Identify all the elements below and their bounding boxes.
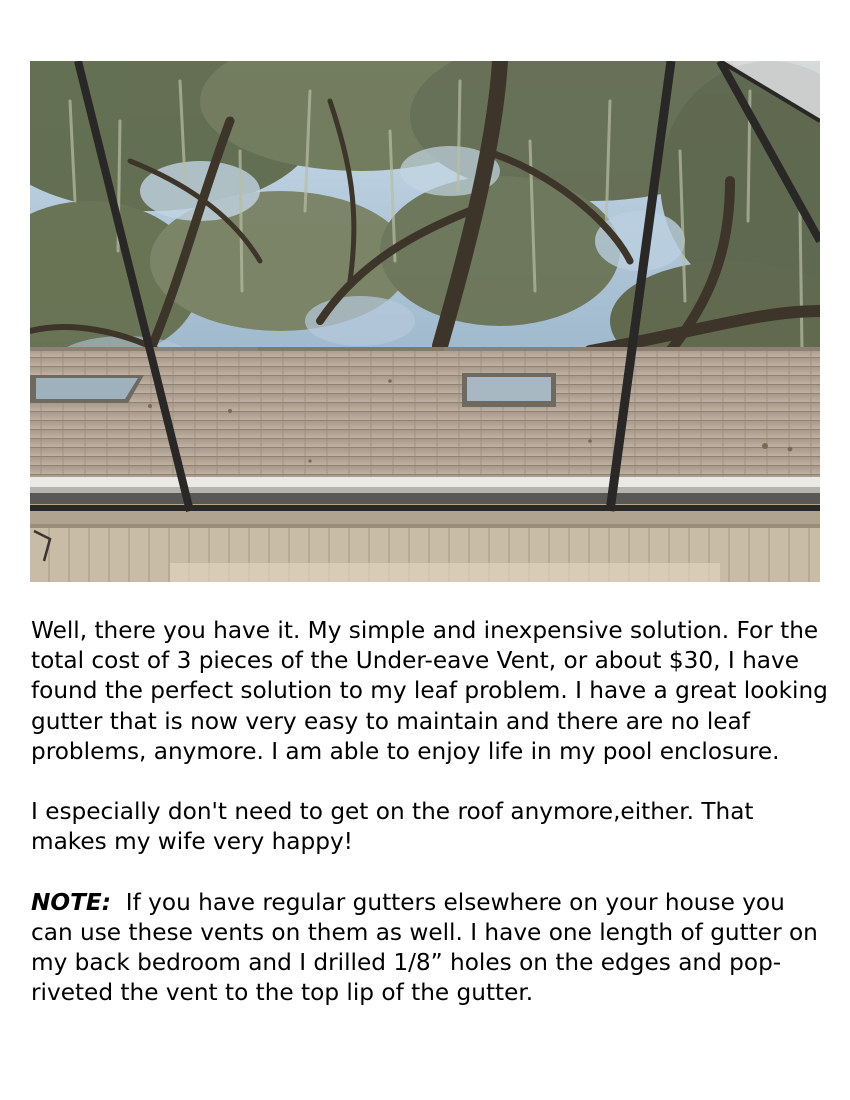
article-text [31, 616, 831, 1039]
note-label: NOTE: [31, 888, 112, 916]
paragraph-roof: I especially don't need to get on the roof anymore,either. That makes my wife very happy! [31, 798, 754, 856]
roof-photo-illustration [30, 61, 820, 582]
paragraph-note [31, 888, 831, 1009]
skylight-right [462, 373, 556, 407]
note-text: If you have regular gutters elsewhere on your house you can use these vents on them as well. I have one length of gutter on my back bedroom and I drilled 1/8” holes on the edges and pop-riveted the vent to the top lip of the gutter. [31, 888, 818, 1007]
paragraph-conclusion: Well, there you have it. My simple and inexpensive solution. For the total cost of 3 pieces of the Under-eave Vent, or about $30, I have found the perfect solution to my leaf problem. I have a great looking gutter that is now very easy to maintain and there are no leaf problems, anymore. I am able to enjoy life in my pool enclosure. [31, 617, 828, 765]
roof-photo [30, 61, 820, 582]
skylight-left [30, 375, 144, 403]
